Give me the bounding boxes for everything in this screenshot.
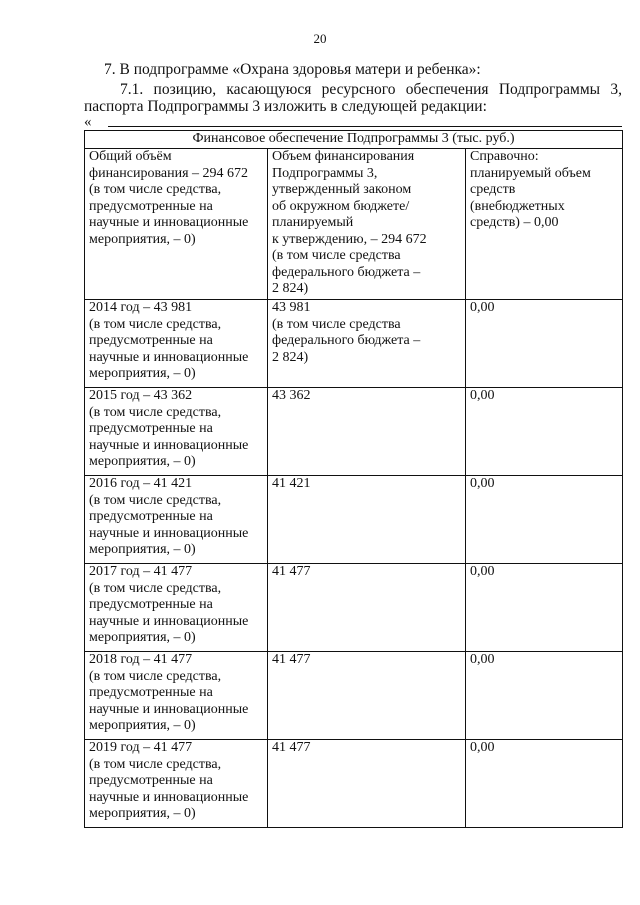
year-total-cell [85, 476, 268, 564]
cell-line: 2 824) [272, 349, 309, 365]
cell-line: 43 981 [272, 300, 311, 315]
cell-line: мероприятия, – 0) [89, 718, 196, 733]
cell-line: 41 477 [272, 740, 311, 755]
cell-line: (в том числе средства, [89, 182, 222, 197]
year-total-cell [85, 652, 268, 740]
cell-line: 41 477 [272, 652, 311, 667]
cell-line: (в том числе средства, [89, 756, 222, 772]
table-header-row [85, 149, 623, 300]
year-budget-cell [268, 652, 466, 740]
cell-line: 2016 год – 41 421 [89, 476, 193, 491]
cell-line: средств) – 0,00 [470, 215, 559, 230]
cell-line: мероприятия, – 0) [89, 454, 196, 469]
table-caption: Финансовое обеспечение Подпрограммы 3 (тыс. руб.) [85, 131, 623, 149]
cell-line: финансирования – 294 672 [89, 165, 249, 181]
cell-line: предусмотренные на [89, 509, 213, 524]
cell-line: научные и инновационные [89, 349, 249, 365]
table-row [85, 652, 623, 740]
year-extrabudget-cell [466, 388, 623, 476]
cell-line: планируемый [272, 215, 354, 230]
cell-line: 2 824) [272, 281, 309, 296]
cell-line: Общий объём [89, 149, 172, 164]
cell-line: (в том числе средства [272, 316, 401, 332]
paragraph-item-7: 7. В подпрограмме «Охрана здоровья матери и ребенка»: [104, 61, 481, 78]
cell-line: 2018 год – 41 477 [89, 652, 193, 667]
year-budget-cell [268, 300, 466, 388]
table-row [85, 740, 623, 828]
cell-line: мероприятия, – 0) [89, 542, 196, 557]
year-budget-cell [268, 388, 466, 476]
cell-line: (внебюджетных [470, 198, 565, 214]
cell-line: 0,00 [470, 564, 495, 579]
opening-quote-mark: « [84, 114, 92, 130]
cell-line: 0,00 [470, 652, 495, 667]
cell-line: 0,00 [470, 740, 495, 755]
cell-line: планируемый объем [470, 165, 591, 181]
cell-line: 2015 год – 43 362 [89, 388, 193, 403]
year-extrabudget-cell [466, 740, 623, 828]
cell-line: предусмотренные на [89, 198, 213, 214]
cell-line: научные и инновационные [89, 613, 249, 629]
cell-line: предусмотренные на [89, 597, 213, 612]
year-budget-cell [268, 564, 466, 652]
year-extrabudget-cell [466, 652, 623, 740]
cell-line: предусмотренные на [89, 421, 213, 436]
cell-line: Подпрограммы 3, [272, 165, 378, 181]
header-extrabudget-cell [466, 149, 623, 300]
cell-line: научные и инновационные [89, 525, 249, 541]
cell-line: (в том числе средства, [89, 492, 222, 508]
cell-line: (в том числе средства, [89, 404, 222, 420]
page-number: 20 [313, 31, 327, 46]
cell-line: 2017 год – 41 477 [89, 564, 193, 579]
year-extrabudget-cell [466, 300, 623, 388]
year-budget-cell [268, 476, 466, 564]
cell-line: предусмотренные на [89, 685, 213, 700]
year-extrabudget-cell [466, 564, 623, 652]
cell-line: 0,00 [470, 300, 495, 315]
cell-line: (в том числе средства, [89, 668, 222, 684]
paragraph-item-7-1: 7.1. позицию, касающуюся ресурсного обеспечения Подпрограммы 3, [120, 81, 622, 98]
header-total-volume-cell [85, 149, 268, 300]
cell-line: научные и инновационные [89, 437, 249, 453]
cell-line: Справочно: [470, 149, 539, 164]
table-row [85, 476, 623, 564]
cell-line: 0,00 [470, 476, 495, 491]
cell-line: научные и инновационные [89, 215, 249, 230]
table-row [85, 300, 623, 388]
cell-line: 2019 год – 41 477 [89, 740, 193, 755]
cell-line: мероприятия, – 0) [89, 366, 196, 381]
paragraph-item-7-1-continued: паспорта Подпрограммы 3 изложить в следующей редакции: [84, 98, 487, 115]
year-total-cell [85, 300, 268, 388]
cell-line: федерального бюджета – [272, 264, 421, 280]
cell-line: 43 362 [272, 388, 311, 403]
year-total-cell [85, 564, 268, 652]
financing-table [84, 130, 623, 828]
cell-line: (в том числе средства, [89, 580, 222, 596]
year-extrabudget-cell [466, 476, 623, 564]
cell-line: предусмотренные на [89, 773, 213, 788]
cell-line: об окружном бюджете/ [272, 198, 410, 214]
table-row [85, 388, 623, 476]
year-total-cell [85, 388, 268, 476]
cell-line: к утверждению, – 294 672 [272, 231, 427, 247]
cell-line: (в том числе средства [272, 248, 401, 263]
divider-line [108, 126, 622, 127]
cell-line: 41 421 [272, 476, 311, 491]
cell-line: 41 477 [272, 564, 311, 579]
cell-line: мероприятия, – 0) [89, 630, 196, 645]
cell-line: мероприятия, – 0) [89, 806, 196, 821]
table-row [85, 564, 623, 652]
cell-line: предусмотренные на [89, 333, 213, 348]
cell-line: утвержденный законом [272, 182, 412, 197]
cell-line: федерального бюджета – [272, 333, 421, 348]
cell-line: 0,00 [470, 388, 495, 403]
cell-line: научные и инновационные [89, 789, 249, 805]
year-budget-cell [268, 740, 466, 828]
cell-line: 2014 год – 43 981 [89, 300, 193, 315]
cell-line: Объем финансирования [272, 149, 415, 164]
year-total-cell [85, 740, 268, 828]
cell-line: мероприятия, – 0) [89, 231, 196, 247]
cell-line: (в том числе средства, [89, 316, 222, 332]
header-budget-volume-cell [268, 149, 466, 300]
cell-line: научные и инновационные [89, 701, 249, 717]
cell-line: средств [470, 182, 516, 197]
